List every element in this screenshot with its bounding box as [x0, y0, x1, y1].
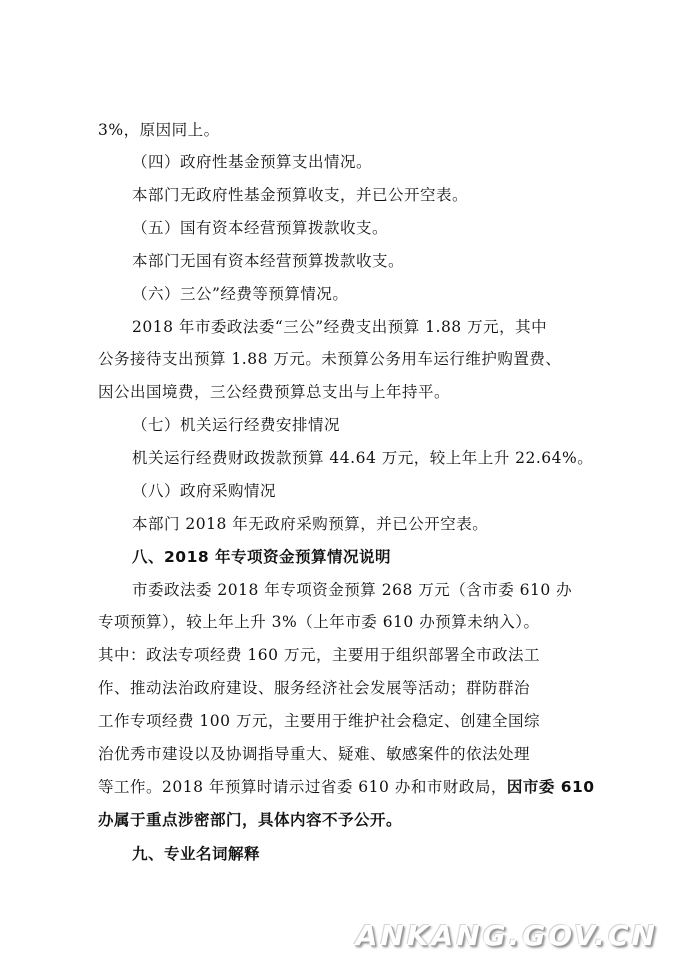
section-heading: （六）三公”经费等预算情况。 — [132, 285, 349, 303]
text-line: 本部门无国有资本经营预算拨款收支。 — [132, 252, 405, 270]
text-line: 机关运行经费财政拨款预算 44.64 万元，较上年上升 22.64%。 — [132, 449, 594, 467]
text-line — [98, 775, 618, 799]
text-line: 市委政法委 2018 年专项资金预算 268 万元（含市委 610 办 — [132, 581, 573, 599]
text-line: 本部门无政府性基金预算收支，并已公开空表。 — [132, 186, 469, 204]
chapter-heading: 九、专业名词解释 — [132, 845, 261, 863]
bold-text-span: 因市委 610 — [506, 778, 595, 796]
text-line: 治优秀市建设以及协调指导重大、疑难、敏感案件的依法处理 — [98, 745, 531, 763]
section-heading: （八）政府采购情况 — [132, 482, 277, 500]
text-line: 工作专项经费 100 万元，主要用于维护社会稳定、创建全国综 — [98, 712, 540, 730]
text-line: 2018 年市委政法委“三公”经费支出预算 1.88 万元，其中 — [132, 318, 548, 336]
site-watermark: ANKANG.GOV.CN — [355, 919, 658, 952]
chapter-heading: 八、2018 年专项资金预算情况说明 — [132, 548, 392, 566]
section-heading: （七）机关运行经费安排情况 — [132, 416, 341, 434]
text-line: 作、推动法治政府建设、服务经济社会发展等活动；群防群治 — [98, 679, 531, 697]
text-line: 专项预算），较上年上升 3%（上年市委 610 办预算未纳入）。 — [98, 613, 540, 631]
section-heading: （四）政府性基金预算支出情况。 — [132, 153, 373, 171]
bold-text-line: 办属于重点涉密部门，具体内容不予公开。 — [98, 811, 403, 829]
section-heading: （五）国有资本经营预算拨款收支。 — [132, 219, 389, 237]
text-line: 3%，原因同上。 — [98, 121, 220, 139]
text-line: 因公出国境费，三公经费预算总支出与上年持平。 — [98, 383, 451, 401]
text-line: 公务接待支出预算 1.88 万元。未预算公务用车运行维护购置费、 — [98, 350, 562, 368]
text-line: 其中：政法专项经费 160 万元，主要用于组织部署全市政法工 — [98, 646, 540, 664]
text-span: 等工作。2018 年预算时请示过省委 610 办和市财政局， — [98, 778, 507, 796]
text-line: 本部门 2018 年无政府采购预算，并已公开空表。 — [132, 515, 489, 533]
